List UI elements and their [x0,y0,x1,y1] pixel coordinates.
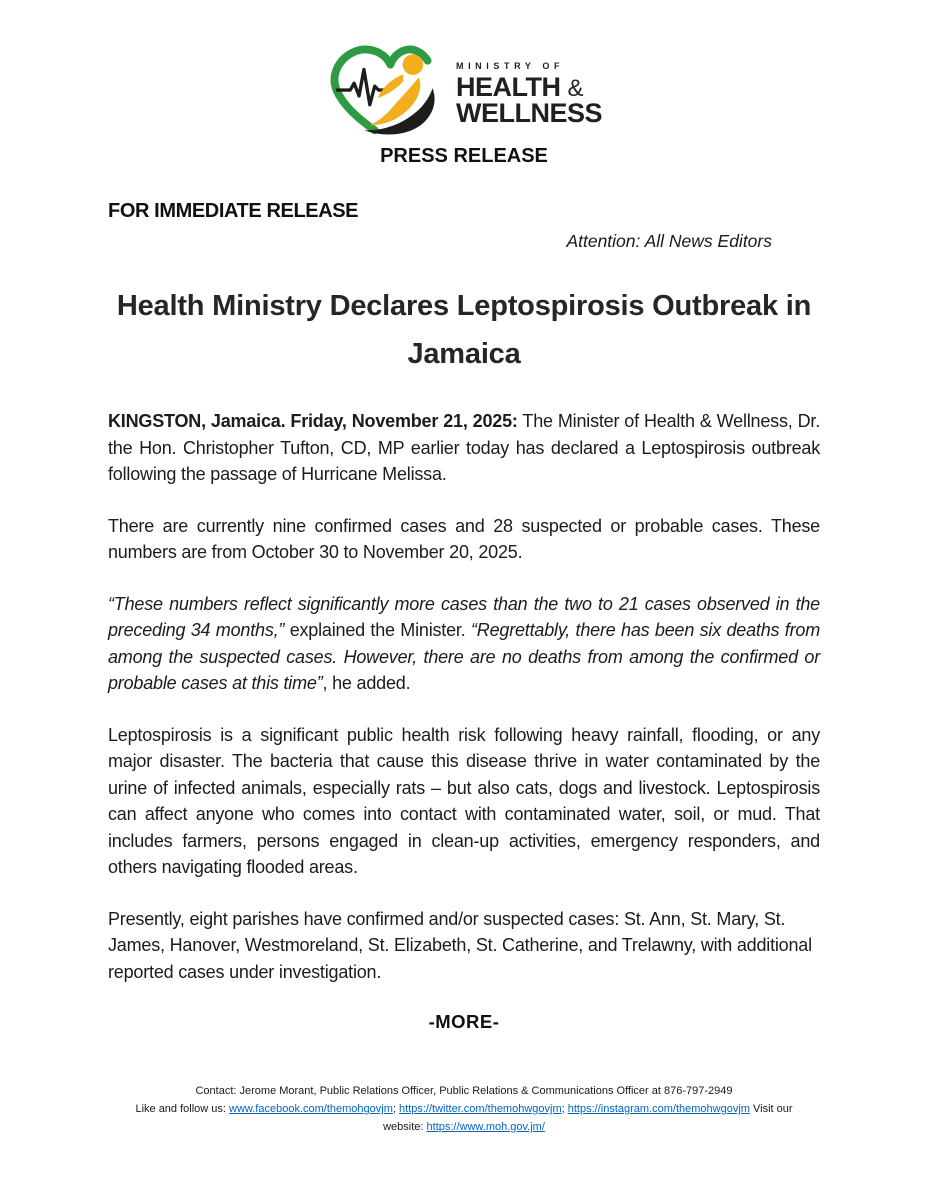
page-footer [0,1082,928,1136]
moh-website-link[interactable]: https://www.moh.gov.jm/ [426,1121,545,1133]
footer-follow-text: Like and follow us: [135,1103,230,1115]
more-marker: -MORE- [428,1011,500,1032]
page-content [0,44,928,1033]
quote-attribution-2: , he added. [322,673,411,693]
footer-website-text: website: [383,1121,427,1133]
attention-line: Attention: All News Editors [566,231,772,251]
moh-logo [108,44,820,142]
footer-website-line [100,1118,828,1136]
paragraph-risk-info: Leptospirosis is a significant public health risk following heavy rainfall, flooding, or any major disaster. The bacteria that cause this disease thrive in water contaminated by the urine of infected animals, especially rats – but also cats, dogs and livestock. Leptospirosis can affect anyone who comes into contact with contaminated water, soil, or mud. That includes farmers, persons engaged in clean-up activities, emergency responders, and others navigating flooded areas. [108,724,820,877]
paragraph-parishes: Presently, eight parishes have confirmed and/or suspected cases: St. Ann, St. Mary, St. James, Hanover, Westmoreland, St. Elizabeth, St. Catherine, and Trelawny, with additional reported cases under investigation. [108,908,812,982]
for-immediate-release: FOR IMMEDIATE RELEASE [108,200,359,222]
logo-ministry-of: MINISTRY OF [455,61,565,71]
facebook-link[interactable]: www.facebook.com/themohgovjm [229,1103,393,1115]
dateline-rest: The Minister of Health & Wellness, Dr. the Hon. Christopher Tufton, CD, MP earlier today has declared a Leptospirosis outbreak following the passage of Hurricane Melissa. [108,411,820,484]
press-release-heading: PRESS RELEASE [380,145,548,167]
footer-social-line [100,1100,828,1118]
quote-attribution-1: explained the Minister. [284,620,471,640]
heart-pulse-logo-icon [326,44,444,142]
instagram-link[interactable]: https://instagram.com/themohwgovjm [567,1103,750,1115]
logo-health: HEALTH [455,72,561,102]
footer-separator-2: ; [561,1103,568,1115]
paragraph-dateline [108,408,820,488]
quote-part-1: “These numbers reflect significantly more cases than the two to 21 cases observed in the preceding 34 months,” [108,593,820,640]
logo-wellness: WELLNESS [455,98,602,128]
quote-part-2: “Regrettably, there has been six deaths from among the suspected cases. However, there are no deaths from among the confirmed or probable cases at this time” [108,620,820,693]
paragraph-case-counts: There are currently nine confirmed cases and 28 suspected or probable cases. These numbers are from October 30 to November 20, 2025. [108,515,820,562]
logo-ampersand: & [567,75,583,102]
dateline-bold: KINGSTON, Jamaica. Friday, November 21, 2025: [108,411,518,431]
footer-visit-text: Visit our [749,1103,793,1115]
paragraph-minister-quote [108,591,820,697]
footer-contact-line: Contact: Jerome Morant, Public Relations Officer, Public Relations & Communications Officer at 876-797-2949 [195,1085,733,1097]
footer-separator-1: ; [392,1103,399,1115]
document-title: Health Ministry Declares Leptospirosis Outbreak in Jamaica [116,290,812,370]
logo-wordmark [455,61,602,128]
twitter-link[interactable]: https://twitter.com/themohwgovjm [399,1103,562,1115]
